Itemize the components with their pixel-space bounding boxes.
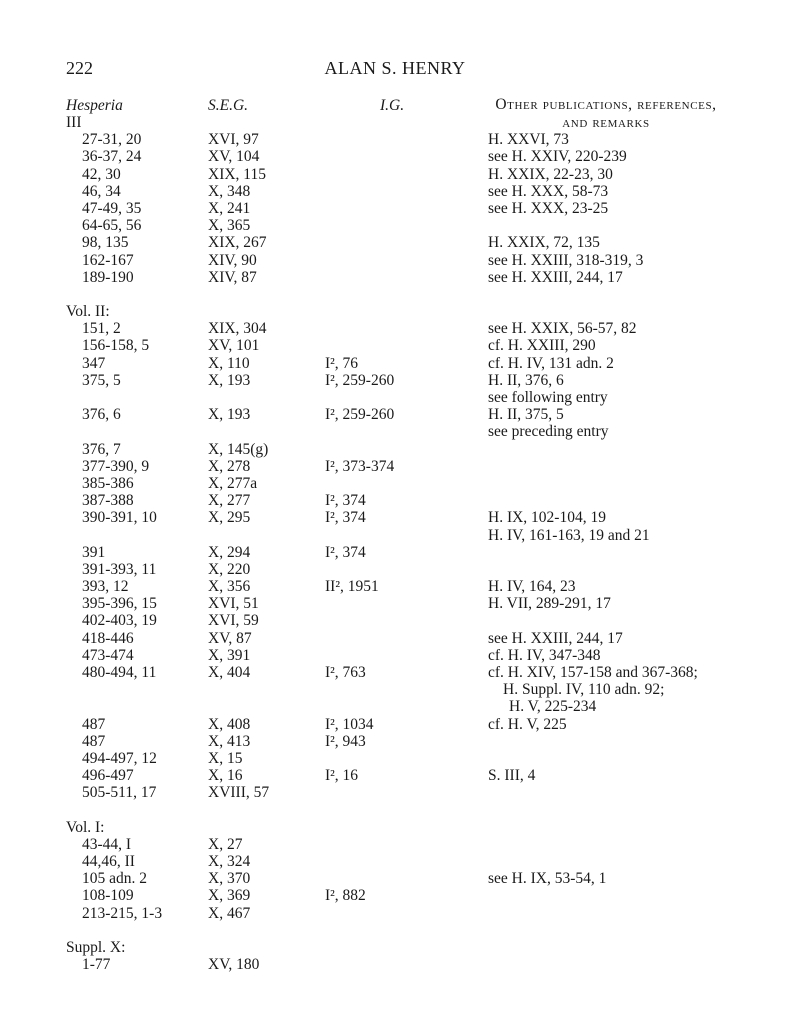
ig-cell: I², 373-374 — [325, 457, 395, 475]
hesperia-cell: 108-109 — [82, 887, 134, 905]
table-row — [0, 664, 790, 681]
section-gap — [0, 922, 790, 939]
hesperia-cell: 27-31, 20 — [82, 131, 142, 149]
other-cell: see H. XXIII, 244, 17 — [488, 629, 623, 647]
seg-cell: X, 348 — [208, 182, 251, 200]
seg-cell: XIX, 267 — [208, 234, 267, 252]
column-header-other-line1: Other publications, references, — [495, 96, 717, 113]
table-row — [0, 148, 790, 165]
seg-cell: X, 193 — [208, 371, 251, 389]
ig-cell: I², 374 — [325, 492, 366, 510]
table-row — [0, 252, 790, 269]
table-row — [0, 183, 790, 200]
other-cell: see H. XXIV, 220-239 — [488, 148, 627, 166]
hesperia-cell: 487 — [82, 732, 106, 750]
table-row — [0, 269, 790, 286]
other-cell: see preceding entry — [488, 423, 609, 441]
seg-cell: X, 193 — [208, 406, 251, 424]
table-row — [0, 887, 790, 904]
hesperia-cell: 387-388 — [82, 492, 134, 510]
seg-cell: XVIII, 57 — [208, 784, 270, 802]
table-row — [0, 767, 790, 784]
seg-cell: X, 356 — [208, 578, 251, 596]
other-cell: H. IV, 161-163, 19 and 21 — [488, 526, 650, 544]
hesperia-cell: 494-497, 12 — [82, 749, 157, 767]
seg-cell: XVI, 59 — [208, 612, 259, 630]
seg-cell: X, 277 — [208, 492, 251, 510]
seg-cell: XV, 101 — [208, 337, 260, 355]
ig-cell: I², 76 — [325, 354, 359, 372]
hesperia-cell: 44,46, II — [82, 853, 135, 871]
hesperia-cell: 105 adn. 2 — [82, 870, 148, 888]
table-row — [0, 630, 790, 647]
table-row — [0, 320, 790, 337]
concordance-table — [0, 114, 790, 973]
seg-cell: X, 220 — [208, 560, 251, 578]
seg-cell: XVI, 51 — [208, 595, 259, 613]
table-row — [0, 200, 790, 217]
table-row — [0, 561, 790, 578]
table-row — [0, 217, 790, 234]
running-head — [66, 58, 724, 82]
hesperia-cell: 151, 2 — [82, 320, 121, 338]
section-heading-row — [0, 114, 790, 131]
seg-cell: X, 324 — [208, 853, 251, 871]
hesperia-cell: 375, 5 — [82, 371, 121, 389]
hesperia-cell: 347 — [82, 354, 106, 372]
ig-cell: I², 259-260 — [325, 371, 395, 389]
seg-cell: X, 408 — [208, 715, 251, 733]
hesperia-cell: 480-494, 11 — [82, 664, 157, 681]
seg-cell: X, 145(g) — [208, 440, 269, 458]
hesperia-cell: 390-391, 10 — [82, 509, 157, 527]
hesperia-cell: 47-49, 35 — [82, 199, 142, 217]
section-gap — [0, 286, 790, 303]
other-cell: see H. XXIII, 244, 17 — [488, 268, 623, 286]
column-header-ig: I.G. — [380, 97, 405, 114]
ig-cell: I², 374 — [325, 543, 366, 561]
section-gap — [0, 802, 790, 819]
hesperia-cell: 473-474 — [82, 646, 134, 664]
table-row — [0, 509, 790, 526]
hesperia-cell: 391 — [82, 543, 106, 561]
other-cell: see H. XXIX, 56-57, 82 — [488, 320, 637, 338]
seg-cell: XIX, 115 — [208, 165, 266, 183]
other-cell: see H. XXX, 23-25 — [488, 199, 609, 217]
section-heading: III — [66, 114, 82, 131]
table-row — [0, 956, 790, 973]
other-cell: H. V, 225-234 — [509, 698, 597, 716]
hesperia-cell: 46, 34 — [82, 182, 121, 200]
ig-cell: I², 943 — [325, 732, 366, 750]
other-cell: H. XXVI, 73 — [488, 131, 569, 149]
table-row — [0, 166, 790, 183]
ig-cell: I², 16 — [325, 767, 359, 785]
other-cell: H. II, 376, 6 — [488, 371, 564, 389]
hesperia-cell: 487 — [82, 715, 106, 733]
hesperia-cell: 391-393, 11 — [82, 560, 157, 578]
other-cell: H. IV, 164, 23 — [488, 578, 576, 596]
other-cell: H. Suppl. IV, 110 adn. 92; — [503, 681, 665, 699]
table-row — [0, 853, 790, 870]
seg-cell: XV, 87 — [208, 629, 252, 647]
seg-cell: X, 241 — [208, 199, 251, 217]
hesperia-cell: 402-403, 19 — [82, 612, 157, 630]
hesperia-cell: 98, 135 — [82, 234, 129, 252]
page-number: 222 — [66, 58, 93, 78]
seg-cell: X, 110 — [208, 354, 250, 372]
table-row — [0, 716, 790, 733]
table-row — [0, 389, 790, 406]
table-row — [0, 355, 790, 372]
table-row — [0, 441, 790, 458]
table-row — [0, 784, 790, 801]
other-cell: cf. H. IV, 131 adn. 2 — [488, 354, 614, 372]
ig-cell: II², 1951 — [325, 578, 379, 596]
ig-cell: I², 259-260 — [325, 406, 395, 424]
table-row — [0, 544, 790, 561]
hesperia-cell: 42, 30 — [82, 165, 121, 183]
other-cell: see H. IX, 53-54, 1 — [488, 870, 607, 888]
table-row — [0, 131, 790, 148]
hesperia-cell: 385-386 — [82, 474, 134, 492]
table-row — [0, 423, 790, 440]
hesperia-cell: 496-497 — [82, 767, 134, 785]
table-row — [0, 578, 790, 595]
seg-cell: XVI, 97 — [208, 131, 259, 149]
hesperia-cell: 162-167 — [82, 251, 134, 269]
hesperia-cell: 213-215, 1-3 — [82, 904, 163, 922]
other-cell: cf. H. XIV, 157-158 and 367-368; — [488, 664, 698, 681]
seg-cell: X, 295 — [208, 509, 251, 527]
other-cell: see H. XXIII, 318-319, 3 — [488, 251, 644, 269]
seg-cell: XIV, 90 — [208, 251, 257, 269]
table-row — [0, 337, 790, 354]
other-cell: H. IX, 102-104, 19 — [488, 509, 606, 527]
other-cell: S. III, 4 — [488, 767, 536, 785]
other-cell: H. XXIX, 22-23, 30 — [488, 165, 613, 183]
table-row — [0, 733, 790, 750]
seg-cell: X, 370 — [208, 870, 251, 888]
other-cell: cf. H. IV, 347-348 — [488, 646, 601, 664]
seg-cell: X, 27 — [208, 835, 243, 853]
table-row — [0, 492, 790, 509]
table-row — [0, 836, 790, 853]
hesperia-cell: 156-158, 5 — [82, 337, 150, 355]
running-title: ALAN S. HENRY — [324, 58, 466, 78]
section-heading: Vol. II: — [66, 303, 110, 321]
seg-cell: X, 467 — [208, 904, 251, 922]
seg-cell: X, 277a — [208, 474, 258, 492]
other-cell: H. II, 375, 5 — [488, 406, 564, 424]
other-cell: see following entry — [488, 389, 608, 406]
hesperia-cell: 43-44, I — [82, 835, 132, 853]
seg-cell: XIX, 304 — [208, 320, 267, 338]
seg-cell: X, 404 — [208, 664, 251, 681]
hesperia-cell: 418-446 — [82, 629, 134, 647]
seg-cell: X, 16 — [208, 767, 243, 785]
section-heading: Vol. I: — [66, 818, 105, 836]
section-heading-row — [0, 939, 790, 956]
table-row — [0, 698, 790, 715]
table-row — [0, 595, 790, 612]
section-heading: Suppl. X: — [66, 939, 126, 956]
other-cell: cf. H. V, 225 — [488, 715, 567, 733]
hesperia-cell: 189-190 — [82, 268, 134, 286]
hesperia-cell: 505-511, 17 — [82, 784, 157, 802]
seg-cell: X, 294 — [208, 543, 251, 561]
table-row — [0, 475, 790, 492]
table-row — [0, 647, 790, 664]
table-row — [0, 750, 790, 767]
seg-cell: X, 365 — [208, 217, 251, 235]
seg-cell: XV, 104 — [208, 148, 260, 166]
ig-cell: I², 374 — [325, 509, 366, 527]
section-heading-row — [0, 303, 790, 320]
other-cell: H. VII, 289-291, 17 — [488, 595, 611, 613]
column-header-seg: S.E.G. — [208, 97, 249, 114]
table-row — [0, 372, 790, 389]
table-row — [0, 870, 790, 887]
hesperia-cell: 64-65, 56 — [82, 217, 142, 235]
column-header-hesperia: Hesperia — [66, 97, 123, 114]
other-cell: see H. XXX, 58-73 — [488, 182, 609, 200]
hesperia-cell: 395-396, 15 — [82, 595, 157, 613]
hesperia-cell: 377-390, 9 — [82, 457, 150, 475]
table-row — [0, 681, 790, 698]
table-row — [0, 527, 790, 544]
seg-cell: X, 15 — [208, 749, 243, 767]
table-row — [0, 612, 790, 629]
table-row — [0, 458, 790, 475]
seg-cell: X, 391 — [208, 646, 251, 664]
other-cell: H. XXIX, 72, 135 — [488, 234, 600, 252]
table-row — [0, 905, 790, 922]
ig-cell: I², 763 — [325, 664, 366, 681]
section-heading-row — [0, 819, 790, 836]
seg-cell: X, 413 — [208, 732, 251, 750]
hesperia-cell: 376, 7 — [82, 440, 121, 458]
hesperia-cell: 36-37, 24 — [82, 148, 142, 166]
hesperia-cell: 1-77 — [82, 956, 111, 974]
other-cell: cf. H. XXIII, 290 — [488, 337, 596, 355]
seg-cell: X, 278 — [208, 457, 251, 475]
seg-cell: XV, 180 — [208, 956, 260, 974]
hesperia-cell: 393, 12 — [82, 578, 129, 596]
ig-cell: I², 882 — [325, 887, 366, 905]
ig-cell: I², 1034 — [325, 715, 374, 733]
seg-cell: X, 369 — [208, 887, 251, 905]
hesperia-cell: 376, 6 — [82, 406, 121, 424]
column-header-other-line2: and remarks — [562, 114, 650, 131]
table-row — [0, 234, 790, 251]
seg-cell: XIV, 87 — [208, 268, 257, 286]
table-row — [0, 406, 790, 423]
